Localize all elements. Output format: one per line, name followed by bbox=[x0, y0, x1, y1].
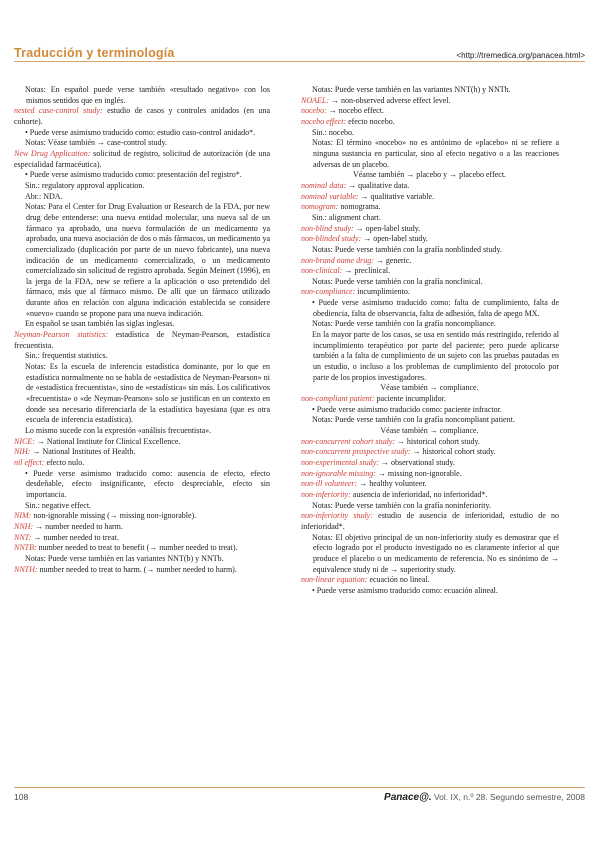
entry-note: Notas: Puede verse también con la grafía nonclinical. bbox=[312, 276, 483, 286]
entry-note: Notas: Para el Center for Drug Evaluation or Research de la FDA, por new drug debe entenderse: una nueva entidad molecular, una nueva sal de un fármaco ya aprobado, una nueva formulación de un medicamento ya aprobado, una nueva asociación de dos o más fármacos, un medicamento ya comercializado (duplicación por parte de un nuevo fabricante), una nueva indicación de un medicamento comercializado, o un medicamento comercializado sin solicitud de registro aprobada. Según Meinert (1996), en la jerga de la FDA, new se refiere a la aplicación o uso pretendido del fármaco, más que al fármaco mismo. De allí que un fármaco utilizado durante años en relación con alguna indicación establecida se considere «nuevo» cuando se propone para una nueva indicación. bbox=[25, 202, 270, 318]
entry-term: NIH: bbox=[14, 447, 31, 457]
entry-definition: solicitud de registro, solicitud de autorización (de una especialidad farmacéutica). bbox=[14, 148, 271, 169]
entry-term: non-ignorable missing: bbox=[301, 468, 376, 478]
glossary-entry bbox=[14, 543, 270, 554]
entry-note: Notas: Véase también → case-control study. bbox=[25, 138, 167, 148]
entry-definition: → number needed to treat. bbox=[31, 532, 119, 542]
glossary-entry bbox=[14, 533, 270, 544]
entry-definition: → National Institutes of Health. bbox=[30, 447, 136, 457]
entry-term: non-concurrent cohort study: bbox=[301, 436, 395, 446]
glossary-entry bbox=[301, 479, 559, 490]
entry-term: non-compliant patient: bbox=[301, 394, 375, 404]
entry-note: Notas: Puede verse también con la grafía nonblinded study. bbox=[312, 244, 502, 254]
glossary-entry bbox=[301, 181, 559, 192]
entry-definition: paciente incumplidor. bbox=[374, 394, 446, 404]
glossary-entry bbox=[14, 522, 270, 533]
glossary-entry bbox=[301, 437, 559, 448]
glossary-entry bbox=[301, 469, 559, 480]
page-header bbox=[14, 38, 585, 60]
glossary-entry bbox=[14, 511, 270, 522]
entry-note: Notas: Puede verse también en las variantes NNT(h) y NNTh. bbox=[312, 85, 511, 94]
left-column bbox=[14, 85, 270, 575]
entry-term: nil effect: bbox=[14, 457, 45, 467]
entry-term: non-brand name drug: bbox=[301, 255, 374, 265]
glossary-entry bbox=[14, 447, 270, 458]
glossary-entry bbox=[301, 202, 559, 213]
journal-brand: Panace@. bbox=[384, 792, 432, 803]
cross-reference-note: Véase también → compliance. bbox=[380, 383, 479, 393]
entry-definition: number needed to treat to benefit (→ number needed to treat). bbox=[36, 543, 238, 553]
entry-note: • Puede verse asimismo traducido como: falta de cumplimiento, falta de obediencia, falta de observancia, falta de adhesión, falta de apego MX. bbox=[312, 298, 559, 318]
entry-term: non-compliance: bbox=[301, 287, 356, 297]
entry-term: NNT: bbox=[14, 532, 32, 542]
entry-term: NNTB: bbox=[14, 543, 37, 553]
entry-term: non-blinded study: bbox=[301, 234, 362, 244]
glossary-entry bbox=[301, 447, 559, 458]
entry-definition: → qualitative variable. bbox=[358, 191, 435, 201]
entry-definition: ecuación no lineal. bbox=[367, 575, 430, 585]
journal-url[interactable]: <http://tremedica.org/panacea.html> bbox=[456, 51, 585, 60]
glossary-entry bbox=[14, 565, 270, 576]
entry-term: nomogram: bbox=[301, 202, 339, 212]
entry-definition: → National Institute for Clinical Excellence. bbox=[34, 436, 181, 446]
cross-reference-note: Véase también → compliance. bbox=[380, 426, 479, 435]
entry-note: Notas: Puede verse también con la grafía noncompliance. bbox=[312, 319, 496, 329]
entry-note: Abr.: NDA. bbox=[25, 191, 63, 201]
entry-term: nocebo effect: bbox=[301, 116, 347, 126]
entry-term: nominal data: bbox=[301, 180, 347, 190]
entry-definition: efecto nocebo. bbox=[346, 116, 395, 126]
glossary-entry bbox=[301, 117, 559, 128]
entry-note: • Puede verse asimismo traducido como: paciente infractor. bbox=[312, 404, 502, 414]
header-divider bbox=[14, 61, 585, 62]
entry-definition: ausencia de inferioridad, no inferioridad*. bbox=[350, 489, 488, 499]
entry-definition: → historical cohort study. bbox=[410, 447, 496, 457]
entry-note: Notas: Puede verse también con la grafía noninferiority. bbox=[312, 500, 491, 510]
entry-definition: → number needed to harm. bbox=[33, 521, 123, 531]
entry-note: En español se usan también las siglas inglesas. bbox=[25, 319, 175, 329]
entry-term: non-linear equation: bbox=[301, 575, 368, 585]
glossary-entry bbox=[301, 394, 559, 405]
entry-note: Notas: Puede verse también con la grafía noncompliant patient. bbox=[312, 415, 515, 425]
entry-definition: → open-label study. bbox=[353, 223, 421, 233]
entry-term: nocebo: bbox=[301, 106, 327, 116]
glossary-entry bbox=[301, 287, 559, 298]
entry-note: Sin.: nocebo. bbox=[312, 127, 354, 137]
entry-note: Notas: El término «nocebo» no es antónimo de «placebo» ni se refiere a ninguna sustancia en particular, sino al efecto negativo o a las reacciones adversas de un placebo. bbox=[312, 138, 559, 169]
entry-definition: estudio de casos y controles anidados (en una cohorte). bbox=[14, 106, 270, 126]
entry-term: NICE: bbox=[14, 436, 35, 446]
cross-reference-note: Véanse también → placebo y → placebo effect. bbox=[352, 170, 507, 180]
entry-term: non-inferiority: bbox=[301, 489, 351, 499]
entry-definition: efecto nulo. bbox=[44, 457, 85, 467]
entry-term: nominal variable: bbox=[301, 191, 359, 201]
entry-term: non-blind study: bbox=[301, 223, 354, 233]
journal-issue bbox=[384, 792, 585, 803]
entry-definition: → non-observed adverse effect level. bbox=[329, 95, 451, 105]
entry-definition: → preclinical. bbox=[342, 266, 391, 276]
entry-definition: number needed to treat to harm. (→ number needed to harm). bbox=[37, 564, 237, 574]
page-number: 108 bbox=[14, 792, 29, 802]
entry-term: NIM: bbox=[14, 511, 32, 521]
entry-note: • Puede verse asimismo traducido como: estudio caso-control anidado*. bbox=[25, 127, 256, 137]
glossary-entry bbox=[301, 224, 559, 235]
entry-note: Notas: El objetivo principal de un non-inferiority study es demostrar que el efecto logrado por el producto investigado no es claramente inferior al que produce el placebo o un medicamento de referencia. No es sinónimo de → equivalence study ni de → superiority study. bbox=[312, 532, 559, 574]
glossary-entry bbox=[301, 511, 559, 532]
entry-note: Notas: Puede verse también en las variantes NNT(b) y NNTb. bbox=[25, 553, 224, 563]
entry-definition: estadística de Neyman-Pearson, estadística frecuentista. bbox=[14, 330, 270, 350]
entry-definition: non-ignorable missing (→ missing non-ignorable). bbox=[31, 511, 197, 521]
glossary-entry bbox=[14, 437, 270, 448]
entry-note: • Puede verse asimismo traducido como: ecuación alineal. bbox=[312, 585, 498, 595]
glossary-entry bbox=[301, 256, 559, 267]
entry-note: • Puede verse asimismo traducido como: ausencia de efecto, efecto desdeñable, efecto insignificante, efecto despreciable, efecto sin importancia. bbox=[25, 468, 270, 499]
entry-term: NNTH: bbox=[14, 564, 38, 574]
issue-info: Vol. IX, n.º 28. Segundo semestre, 2008 bbox=[433, 792, 585, 802]
entry-term: NNH: bbox=[14, 521, 34, 531]
entry-term: nested case-control study: bbox=[14, 106, 103, 116]
page-footer bbox=[14, 792, 585, 803]
entry-note: Sin.: frequentist statistics. bbox=[25, 351, 108, 361]
entry-note: • Puede verse asimismo traducido como: presentación del registro*. bbox=[25, 170, 242, 180]
entry-definition: → nocebo effect. bbox=[326, 106, 384, 116]
entry-note: En la mayor parte de los casos, se usa en sentido más restringido, referido al incumplimiento terapéutico por parte del paciente; pero puede aplicarse también a la falta de cumplimiento de un sujeto con las pruebas pautadas en un estudio, o incluso a los problemas de cumplimiento del protocolo por parte de los propios investigadores. bbox=[312, 330, 559, 382]
glossary-entry bbox=[301, 106, 559, 117]
entry-note: Sin.: alignment chart. bbox=[312, 212, 381, 222]
glossary-entry bbox=[14, 149, 270, 170]
section-title: Traducción y terminología bbox=[14, 46, 175, 60]
glossary-entry bbox=[301, 490, 559, 501]
entry-note: Notas: Es la escuela de inferencia estadística dominante, por lo que en estadística normalmente no se habla de «estadística de Neyman-Pearson» ni de «estadística frecuentista», sino de «estadística» sin más. Los calificativos «frecuentista» o «de Neyman-Pearson» solo se justifican en un contexto en donde sea necesario diferenciarla de la estadística bayesiana (que es otra escuela de inferencia estadística). bbox=[25, 362, 270, 425]
glossary-entry bbox=[301, 234, 559, 245]
entry-term: non-concurrent prospective study: bbox=[301, 447, 411, 457]
entry-definition: → observational study. bbox=[378, 457, 455, 467]
glossary-entry bbox=[14, 106, 270, 127]
entry-term: non-inferiority study: bbox=[301, 511, 373, 521]
glossary-entry bbox=[301, 192, 559, 203]
entry-definition: → missing non-ignorable. bbox=[375, 468, 462, 478]
entry-definition: incumplimiento. bbox=[355, 287, 410, 297]
glossary-entry bbox=[14, 330, 270, 351]
entry-definition: → healthy volunteer. bbox=[357, 479, 427, 489]
entry-note: Sin.: negative effect. bbox=[25, 500, 92, 510]
entry-definition: → historical cohort study. bbox=[394, 436, 480, 446]
entry-definition: → generic. bbox=[373, 255, 412, 265]
glossary-entry bbox=[301, 575, 559, 586]
glossary-entry bbox=[301, 266, 559, 277]
entry-definition: nomograma. bbox=[338, 202, 381, 212]
entry-note: Sin.: regulatory approval application. bbox=[25, 180, 145, 190]
glossary-entry bbox=[301, 96, 559, 107]
entry-definition: → qualitative data. bbox=[346, 180, 410, 190]
entry-term: Neyman-Pearson statistics: bbox=[14, 330, 108, 340]
entry-term: non-clinical: bbox=[301, 266, 343, 276]
entry-term: non-ill volunteer: bbox=[301, 479, 358, 489]
entry-note: Lo mismo sucede con la expresión «análisis frecuentista». bbox=[25, 426, 212, 435]
glossary-entry bbox=[301, 458, 559, 469]
entry-definition: estudio de ausencia de inferioridad, estudio de no inferioridad*. bbox=[301, 511, 560, 531]
entry-definition: → open-label study. bbox=[361, 234, 428, 244]
glossary-entry bbox=[14, 458, 270, 469]
footer-divider bbox=[14, 787, 585, 788]
entry-term: New Drug Application: bbox=[14, 148, 91, 158]
entry-term: non-experimental study: bbox=[301, 457, 379, 467]
entry-note: Notas: En español puede verse también «resultado negativo» con los mismos sentidos que en inglés. bbox=[25, 85, 270, 105]
right-column bbox=[301, 85, 559, 597]
entry-term: NOAEL: bbox=[301, 95, 329, 105]
